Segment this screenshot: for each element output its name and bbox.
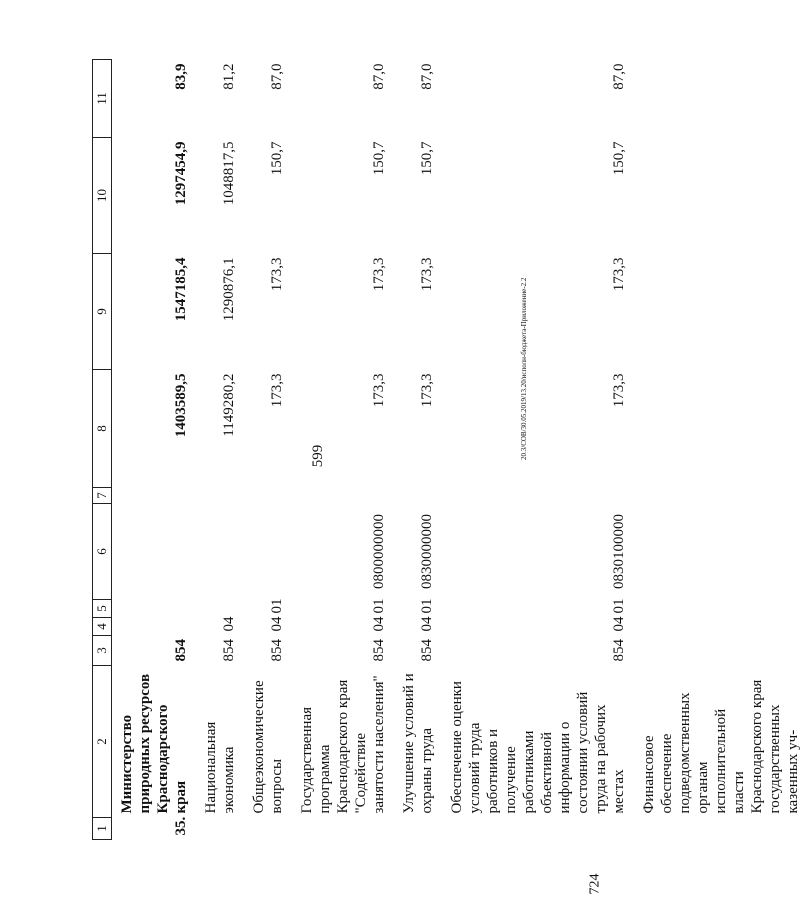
- code-csr: [244, 504, 292, 600]
- value-col9: [634, 254, 808, 370]
- value-col10: 1297454,9: [173, 141, 189, 206]
- column-header: 8: [93, 370, 112, 488]
- value-col11: [634, 60, 808, 138]
- code-ved: 854: [173, 639, 189, 662]
- row-number: 35.: [173, 816, 189, 836]
- table-row: [292, 60, 394, 840]
- column-header: 7: [93, 488, 112, 504]
- column-header: 9: [93, 254, 112, 370]
- budget-table-rotated: [92, 60, 801, 840]
- table-header-row: [93, 60, 112, 840]
- code-ved: 854: [269, 639, 285, 662]
- document-code: 20.3/СОВ/30.05.2019/13.20/исполн-бюджета-Приложение-2.2: [520, 277, 528, 460]
- value-col10: 1048817,5: [221, 141, 237, 206]
- row-number: [244, 818, 292, 840]
- code-rz: [112, 618, 197, 636]
- row-name: Общеэкономические вопросы: [251, 680, 285, 814]
- table-row: [196, 60, 244, 840]
- code-csr: 0800000000: [371, 514, 387, 589]
- value-col8: 173,3: [419, 373, 435, 408]
- table-row: [244, 60, 292, 840]
- value-col8: 173,3: [269, 373, 285, 408]
- value-col8: 173,3: [611, 373, 627, 408]
- code-csr: [112, 504, 197, 600]
- value-col8: 173,3: [371, 373, 387, 408]
- value-col11: 87,0: [611, 63, 627, 90]
- column-header: 6: [93, 504, 112, 600]
- code-vr: [394, 488, 442, 504]
- code-vr: [292, 488, 394, 504]
- code-ved: 854: [221, 639, 237, 662]
- row-number: [292, 818, 394, 840]
- code-csr: [634, 504, 808, 600]
- value-col10: 150,7: [419, 141, 435, 176]
- code-rz: 04: [419, 616, 435, 632]
- value-col9: 1290876,1: [221, 257, 237, 322]
- table-row: [442, 60, 634, 840]
- code-ved: 854: [371, 639, 387, 662]
- column-header: 10: [93, 138, 112, 254]
- value-col8: 1403589,5: [173, 373, 189, 438]
- column-header: 3: [93, 636, 112, 666]
- code-pr: 01: [269, 598, 285, 614]
- code-ved: [634, 636, 808, 666]
- code-pr: 01: [371, 598, 387, 614]
- value-col11: 87,0: [371, 63, 387, 90]
- code-csr: [196, 504, 244, 600]
- column-header: 5: [93, 600, 112, 618]
- code-ved: 854: [419, 639, 435, 662]
- value-col9: 173,3: [371, 257, 387, 292]
- value-col9: 173,3: [611, 257, 627, 292]
- value-col10: 150,7: [371, 141, 387, 176]
- table-row: [634, 60, 808, 840]
- row-number: [196, 818, 244, 840]
- bottom-page-number: 724: [587, 873, 603, 895]
- code-rz: 04: [221, 616, 237, 632]
- value-col11: 87,0: [419, 63, 435, 90]
- code-pr: [634, 600, 808, 618]
- row-name: Министерство природных ресурсов Краснодарского края: [119, 673, 189, 814]
- code-pr: [196, 600, 244, 618]
- budget-table: [92, 59, 808, 840]
- value-col11: 81,2: [221, 63, 237, 90]
- code-csr: 0830000000: [419, 514, 435, 589]
- value-col10: 150,7: [269, 141, 285, 176]
- row-number: [634, 818, 808, 840]
- code-ved: 854: [611, 639, 627, 662]
- code-pr: 01: [611, 598, 627, 614]
- value-col10: 150,7: [611, 141, 627, 176]
- code-rz: [634, 618, 808, 636]
- value-col9: 173,3: [269, 257, 285, 292]
- row-name: Финансовое обеспечение подведомственных органам исполнительной власти Краснодарского края государственных казенных уч-: [641, 679, 801, 814]
- table-row: [112, 60, 197, 840]
- row-number: [394, 818, 442, 840]
- code-vr: [634, 488, 808, 504]
- column-header: 11: [93, 60, 112, 138]
- code-vr: [112, 488, 197, 504]
- value-col11: 83,9: [173, 63, 189, 90]
- row-number: [442, 818, 634, 840]
- row-name: Улучшение условий и охраны труда: [401, 673, 435, 814]
- value-col8: 1149280,2: [221, 373, 237, 437]
- code-pr: 01: [419, 598, 435, 614]
- table-row: [394, 60, 442, 840]
- column-header: 4: [93, 618, 112, 636]
- code-rz: 04: [611, 616, 627, 632]
- page-number: 599: [310, 444, 326, 468]
- value-col9: 1547185,4: [173, 257, 189, 322]
- column-header: 1: [93, 818, 112, 840]
- value-col9: 173,3: [419, 257, 435, 292]
- code-vr: [442, 488, 634, 504]
- code-pr: [112, 600, 197, 618]
- column-header: 2: [93, 666, 112, 818]
- row-name: Национальная экономика: [203, 721, 237, 814]
- code-rz: 04: [371, 616, 387, 632]
- code-vr: [196, 488, 244, 504]
- row-name: Обеспечение оценки условий труда работников и получение работниками объективной информации о состоянии условий труда на рабочих местах: [449, 681, 627, 814]
- code-csr: 0830100000: [611, 514, 627, 589]
- value-col8: [634, 370, 808, 488]
- code-rz: 04: [269, 616, 285, 632]
- code-vr: [244, 488, 292, 504]
- value-col11: 87,0: [269, 63, 285, 90]
- row-name: Государственная программа Краснодарского края "Содействие занятости населения": [299, 675, 387, 814]
- value-col10: [634, 138, 808, 254]
